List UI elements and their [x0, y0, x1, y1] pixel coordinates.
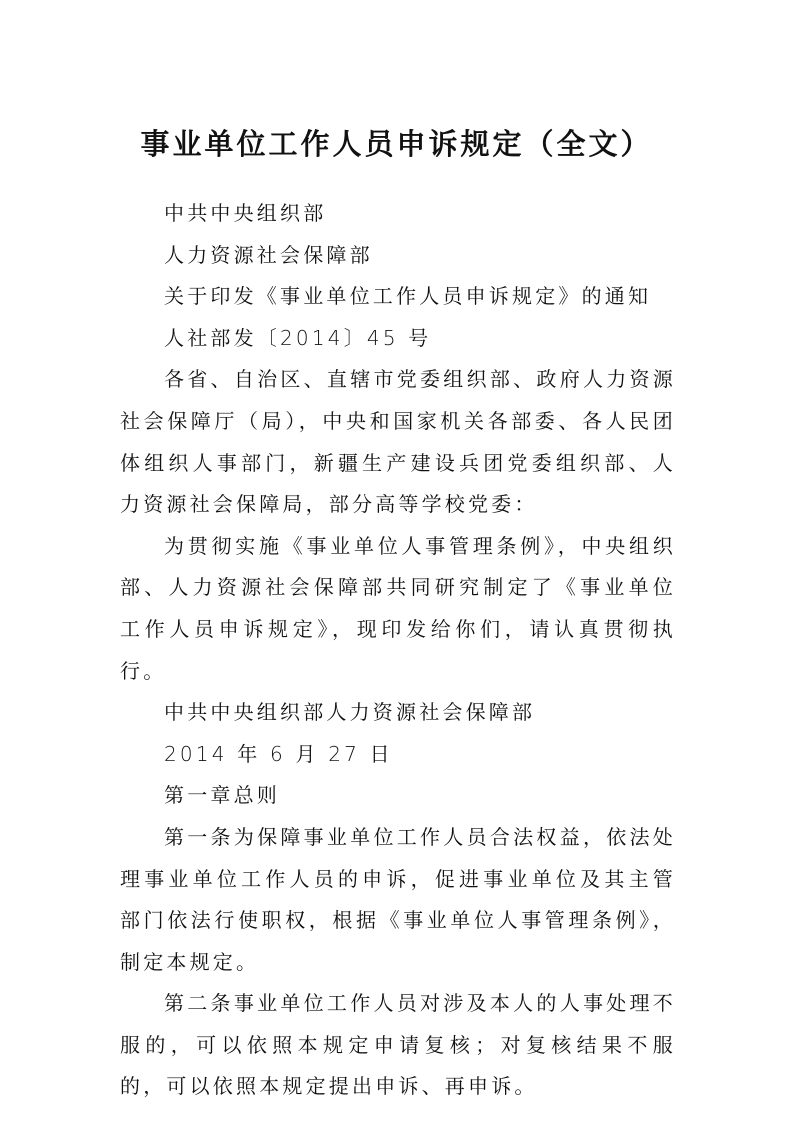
article-1: 第一条为保障事业单位工作人员合法权益，依法处理事业单位工作人员的申诉，促进事业单位及其主管部门依法行使职权，根据《事业单位人事管理条例》，制定本规定。: [120, 824, 676, 974]
notice-paragraph: 为贯彻实施《事业单位人事管理条例》，中央组织部、人力资源社会保障部共同研究制定了《事业单位工作人员申诉规定》，现印发给你们，请认真贯彻执行。: [120, 533, 676, 683]
recipients-paragraph: 各省、自治区、直辖市党委组织部、政府人力资源社会保障厅（局），中央和国家机关各部委、各人民团体组织人事部门，新疆生产建设兵团党委组织部、人力资源社会保障局，部分高等学校党委：: [120, 367, 676, 517]
issuer-line-1: 中共中央组织部: [164, 201, 327, 225]
issue-date: 2014 年 6 月 27 日: [164, 741, 393, 766]
signatory: 中共中央组织部人力资源社会保障部: [164, 700, 536, 725]
document-body: [120, 193, 676, 1108]
chapter-heading: 第一章总则: [164, 783, 280, 808]
document-title: 事业单位工作人员申诉规定（全文）: [140, 127, 653, 161]
document-number: 人社部发〔2014〕45 号: [164, 325, 432, 350]
issuer-line-2: 人力资源社会保障部: [164, 242, 373, 267]
article-2: 第二条事业单位工作人员对涉及本人的人事处理不服的，可以依照本规定申请复核；对复核结果不服的，可以依照本规定提出申诉、再申诉。: [120, 991, 676, 1099]
notice-title: 关于印发《事业单位工作人员申诉规定》的通知: [164, 284, 652, 309]
